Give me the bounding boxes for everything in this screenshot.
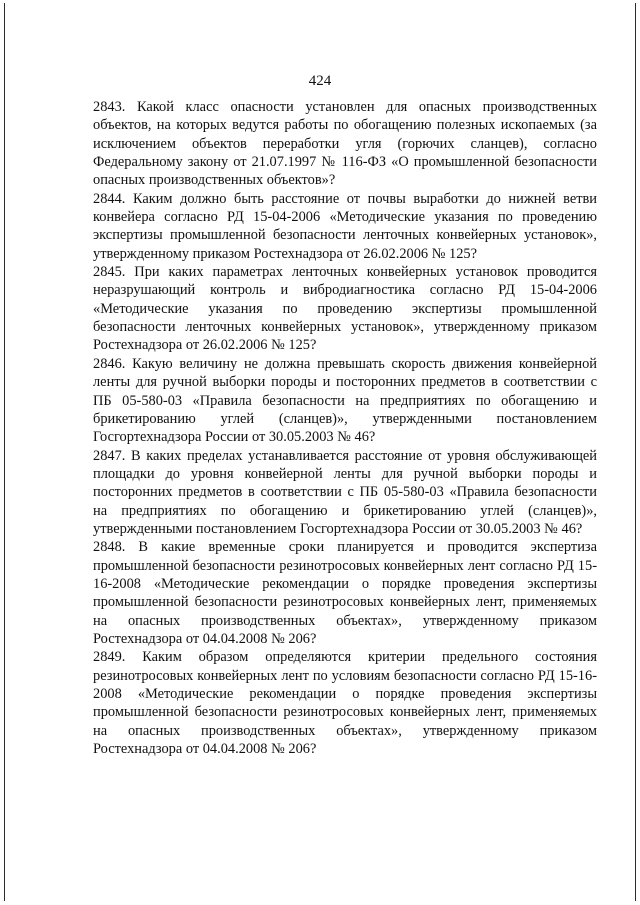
question-2845: 2845. При каких параметрах ленточных конвейерных установок проводится неразрушающий контроль и вибродиагностика согласно РД 15-04-2006 «Методические указания по проведению экспертизы промышленной безопасности ленточных конвейерных установок», утвержденному приказом Ростехнадзора от 26.02.2006 № 125?	[93, 264, 597, 354]
question-2844: 2844. Каким должно быть расстояние от почвы выработки до нижней ветви конвейера согласно РД 15-04-2006 «Методические указания по проведению экспертизы промышленной безопасности ленточных конвейерных установок», утвержденному приказом Ростехнадзора от 26.02.2006 № 125?	[93, 190, 597, 262]
question-2846: 2846. Какую величину не должна превышать скорость движения конвейерной ленты для ручной выборки породы и посторонних предметов в соответствии с ПБ 05-580-03 «Правила безопасности на предприятиях по обогащению и брикетированию углей (сланцев)», утвержденными постановлением Госгортехнадзора России от 30.05.2003 № 46?	[93, 355, 597, 446]
questions-list	[93, 98, 597, 758]
page-number: 424	[308, 73, 332, 89]
question-2848: 2848. В какие временные сроки планируется и проводится экспертиза промышленной безопасности резинотросовых конвейерных лент согласно РД 15-16-2008 «Методические рекомендации о порядке проведения экспертизы промышленной безопасности резинотросовых конвейерных лент, применяемых на опасных производственных объектах», утвержденному приказом Ростехнадзора от 04.04.2008 № 206?	[93, 539, 597, 647]
question-2849: 2849. Каким образом определяются критерии предельного состояния резинотросовых конвейерных лент по условиям безопасности согласно РД 15-16-2008 «Методические рекомендации о порядке проведения экспертизы промышленной безопасности резинотросовых конвейерных лент, применяемых на опасных производственных объектах», утвержденному приказом Ростехнадзора от 04.04.2008 № 206?	[93, 649, 597, 758]
question-2847: 2847. В каких пределах устанавливается расстояние от уровня обслуживающей площадки до уровня конвейерной ленты для ручной выборки породы и посторонних предметов в соответствии с ПБ 05-580-03 «Правила безопасности на предприятиях по обогащению и брикетированию углей (сланцев)», утвержденными постановлением Госгортехнадзора России от 30.05.2003 № 46?	[93, 447, 597, 537]
question-2843: 2843. Какой класс опасности установлен для опасных производственных объектов, на которых ведутся работы по обогащению полезных ископаемых (за исключением объектов переработки угля (горючих сланцев), согласно Федеральному закону от 21.07.1997 № 116-ФЗ «О промышленной безопасности опасных производственных объектов»?	[93, 99, 597, 189]
